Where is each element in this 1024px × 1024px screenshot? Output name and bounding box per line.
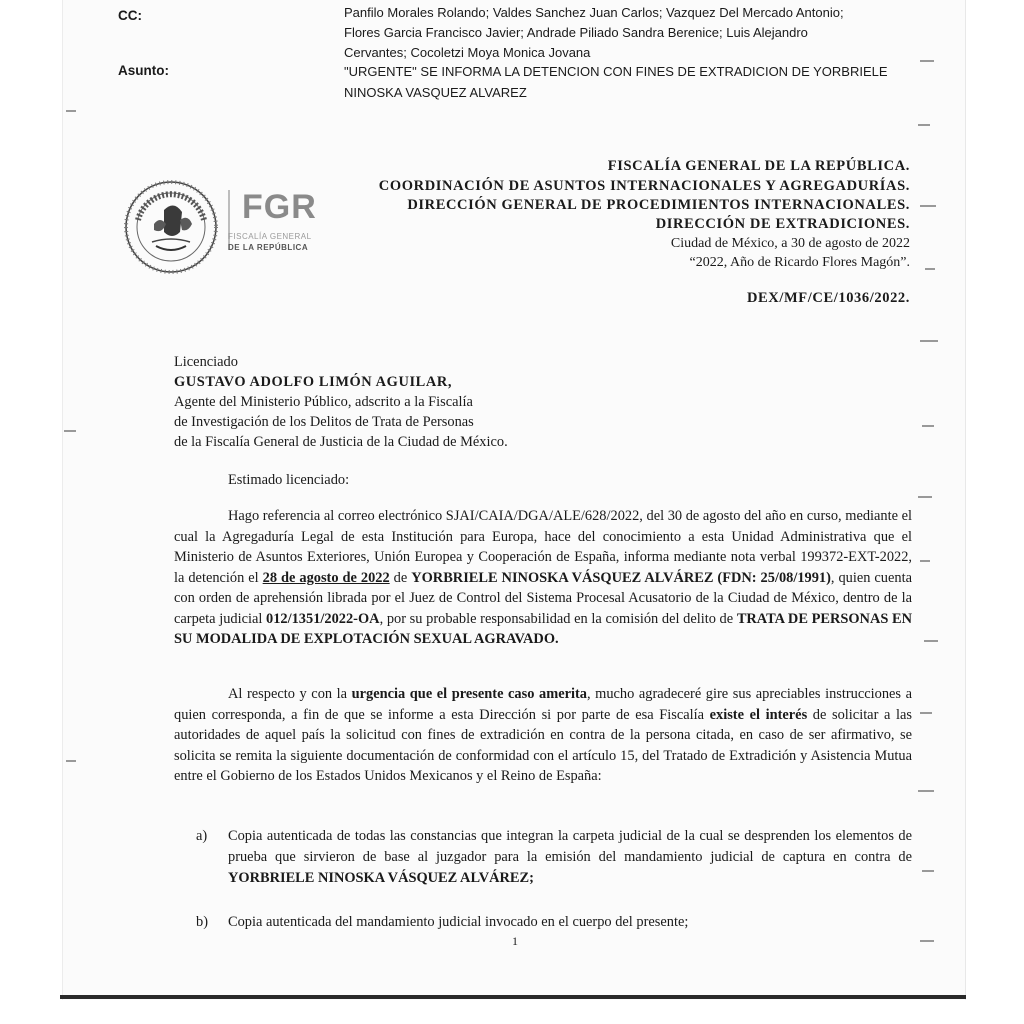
place-date: Ciudad de México, a 30 de agosto de 2022 (670, 236, 910, 251)
urgency-phrase: urgencia que el presente caso amerita (351, 686, 587, 702)
recipient-line-1: Agente del Ministerio Público, adscrito a la Fiscalía (174, 394, 473, 410)
fgr-logo-sub2: DE LA REPÚBLICA (228, 243, 309, 252)
list-marker-b: b) (196, 914, 208, 930)
national-seal-icon (124, 180, 218, 274)
list-item-a (228, 826, 912, 889)
page-number: 1 (512, 934, 518, 948)
letterhead-line-2: COORDINACIÓN DE ASUNTOS INTERNACIONALES Y AGREGADURÍAS. (378, 178, 910, 194)
paragraph-1-text-b: de (389, 569, 412, 586)
page-bottom-edge (60, 995, 966, 999)
cc-line-3: Cervantes; Cocoletzi Moya Monica Jovana (344, 45, 591, 60)
list-item-b: Copia autenticada del mandamiento judicial invocado en el cuerpo del presente; (228, 914, 689, 930)
letterhead-line-3: DIRECCIÓN GENERAL DE PROCEDIMIENTOS INTERNACIONALES. (407, 197, 910, 213)
paragraph-1 (174, 506, 912, 650)
paragraph-2-text-b: , mucho agradeceré gire sus apreciables instrucciones a quien corresponda, a fin de que se informe a esta Dirección si por parte de esa Fiscalía (174, 686, 912, 723)
cc-line-1: Panfilo Morales Rolando; Valdes Sanchez Juan Carlos; Vazquez Del Mercado Antonio; (344, 5, 844, 20)
year-motto: “2022, Año de Ricardo Flores Magón”. (689, 255, 910, 270)
fgr-logo-text: FGR (242, 188, 317, 226)
fgr-logo (228, 188, 334, 260)
detention-date: 28 de agosto de 2022 (262, 569, 390, 586)
salutation: Estimado licenciado: (228, 472, 350, 488)
case-number: 012/1351/2022-OA (266, 610, 380, 627)
letterhead-line-1: FISCALÍA GENERAL DE LA REPÚBLICA. (607, 158, 910, 174)
paragraph-1-text-d: , por su probable responsabilidad en la comisión del delito de (379, 610, 737, 627)
person-name: YORBRIELE NINOSKA VÁSQUEZ ALVÁREZ (FDN: 25/08/1991) (411, 569, 831, 586)
paragraph-2-text-a: Al respecto y con la (228, 686, 352, 702)
interest-phrase: existe el interés (709, 706, 808, 723)
list-item-a-text: Copia autenticada de todas las constancias que integran la carpeta judicial de la cual se desprenden los elementos de prueba que sirvieron de base al juzgador para la emisión del mandamiento judicial de captura en contra de (228, 828, 912, 865)
subject-line-2: NINOSKA VASQUEZ ALVAREZ (344, 85, 527, 100)
paragraph-2 (174, 684, 912, 787)
recipient-line-2: de Investigación de los Delitos de Trata de Personas (174, 414, 474, 430)
cc-label: CC: (118, 8, 142, 23)
crime-description: TRATA DE PERSONAS EN SU MODALIDA DE EXPLOTACIÓN SEXUAL AGRAVADO. (174, 610, 913, 647)
list-item-a-name: YORBRIELE NINOSKA VÁSQUEZ ALVÁREZ; (228, 870, 534, 886)
paragraph-1-text-a: Hago referencia al correo electrónico SJAI/CAIA/DGA/ALE/628/2022, del 30 de agosto del año en curso, mediante el cual la Agregaduría Legal de esta Institución para Europa, hace del conocimiento a esta Unidad Administrativa que el Ministerio de Asuntos Exteriores, Unión Europea y Cooperación de España, informa mediante nota verbal 199372-EXT-2022, la detención el (174, 508, 912, 586)
paragraph-1-text-c: , quien cuenta con orden de aprehensión librada por el Juez de Control del Sistema Procesal Acusatorio de la Ciudad de México, dentro de la carpeta judicial (174, 569, 912, 627)
subject-label: Asunto: (118, 63, 169, 78)
reference-number: DEX/MF/CE/1036/2022. (746, 290, 910, 306)
fgr-logo-sub1: FISCALÍA GENERAL (228, 232, 312, 241)
paragraph-2-text-c: de solicitar a las autoridades de aquel país la solicitud con fines de extradición en contra de la persona citada, en caso de ser afirmativo, se solicita se remita la siguiente documentación de conformidad con el artículo 15, del Tratado de Extradición y Asistencia Mutua entre el Gobierno de los Estados Unidos Mexicanos y el Reino de España: (174, 706, 912, 784)
recipient-title: Licenciado (174, 354, 238, 370)
letterhead-line-4: DIRECCIÓN DE EXTRADICIONES. (655, 216, 910, 232)
recipient-name: GUSTAVO ADOLFO LIMÓN AGUILAR, (174, 374, 453, 390)
recipient-line-3: de la Fiscalía General de Justicia de la Ciudad de México. (174, 434, 508, 450)
list-marker-a: a) (196, 828, 208, 844)
cc-line-2: Flores Garcia Francisco Javier; Andrade Piliado Sandra Berenice; Luis Alejandro (344, 25, 808, 40)
subject-line-1: "URGENTE" SE INFORMA LA DETENCION CON FINES DE EXTRADICION DE YORBRIELE (344, 64, 888, 79)
